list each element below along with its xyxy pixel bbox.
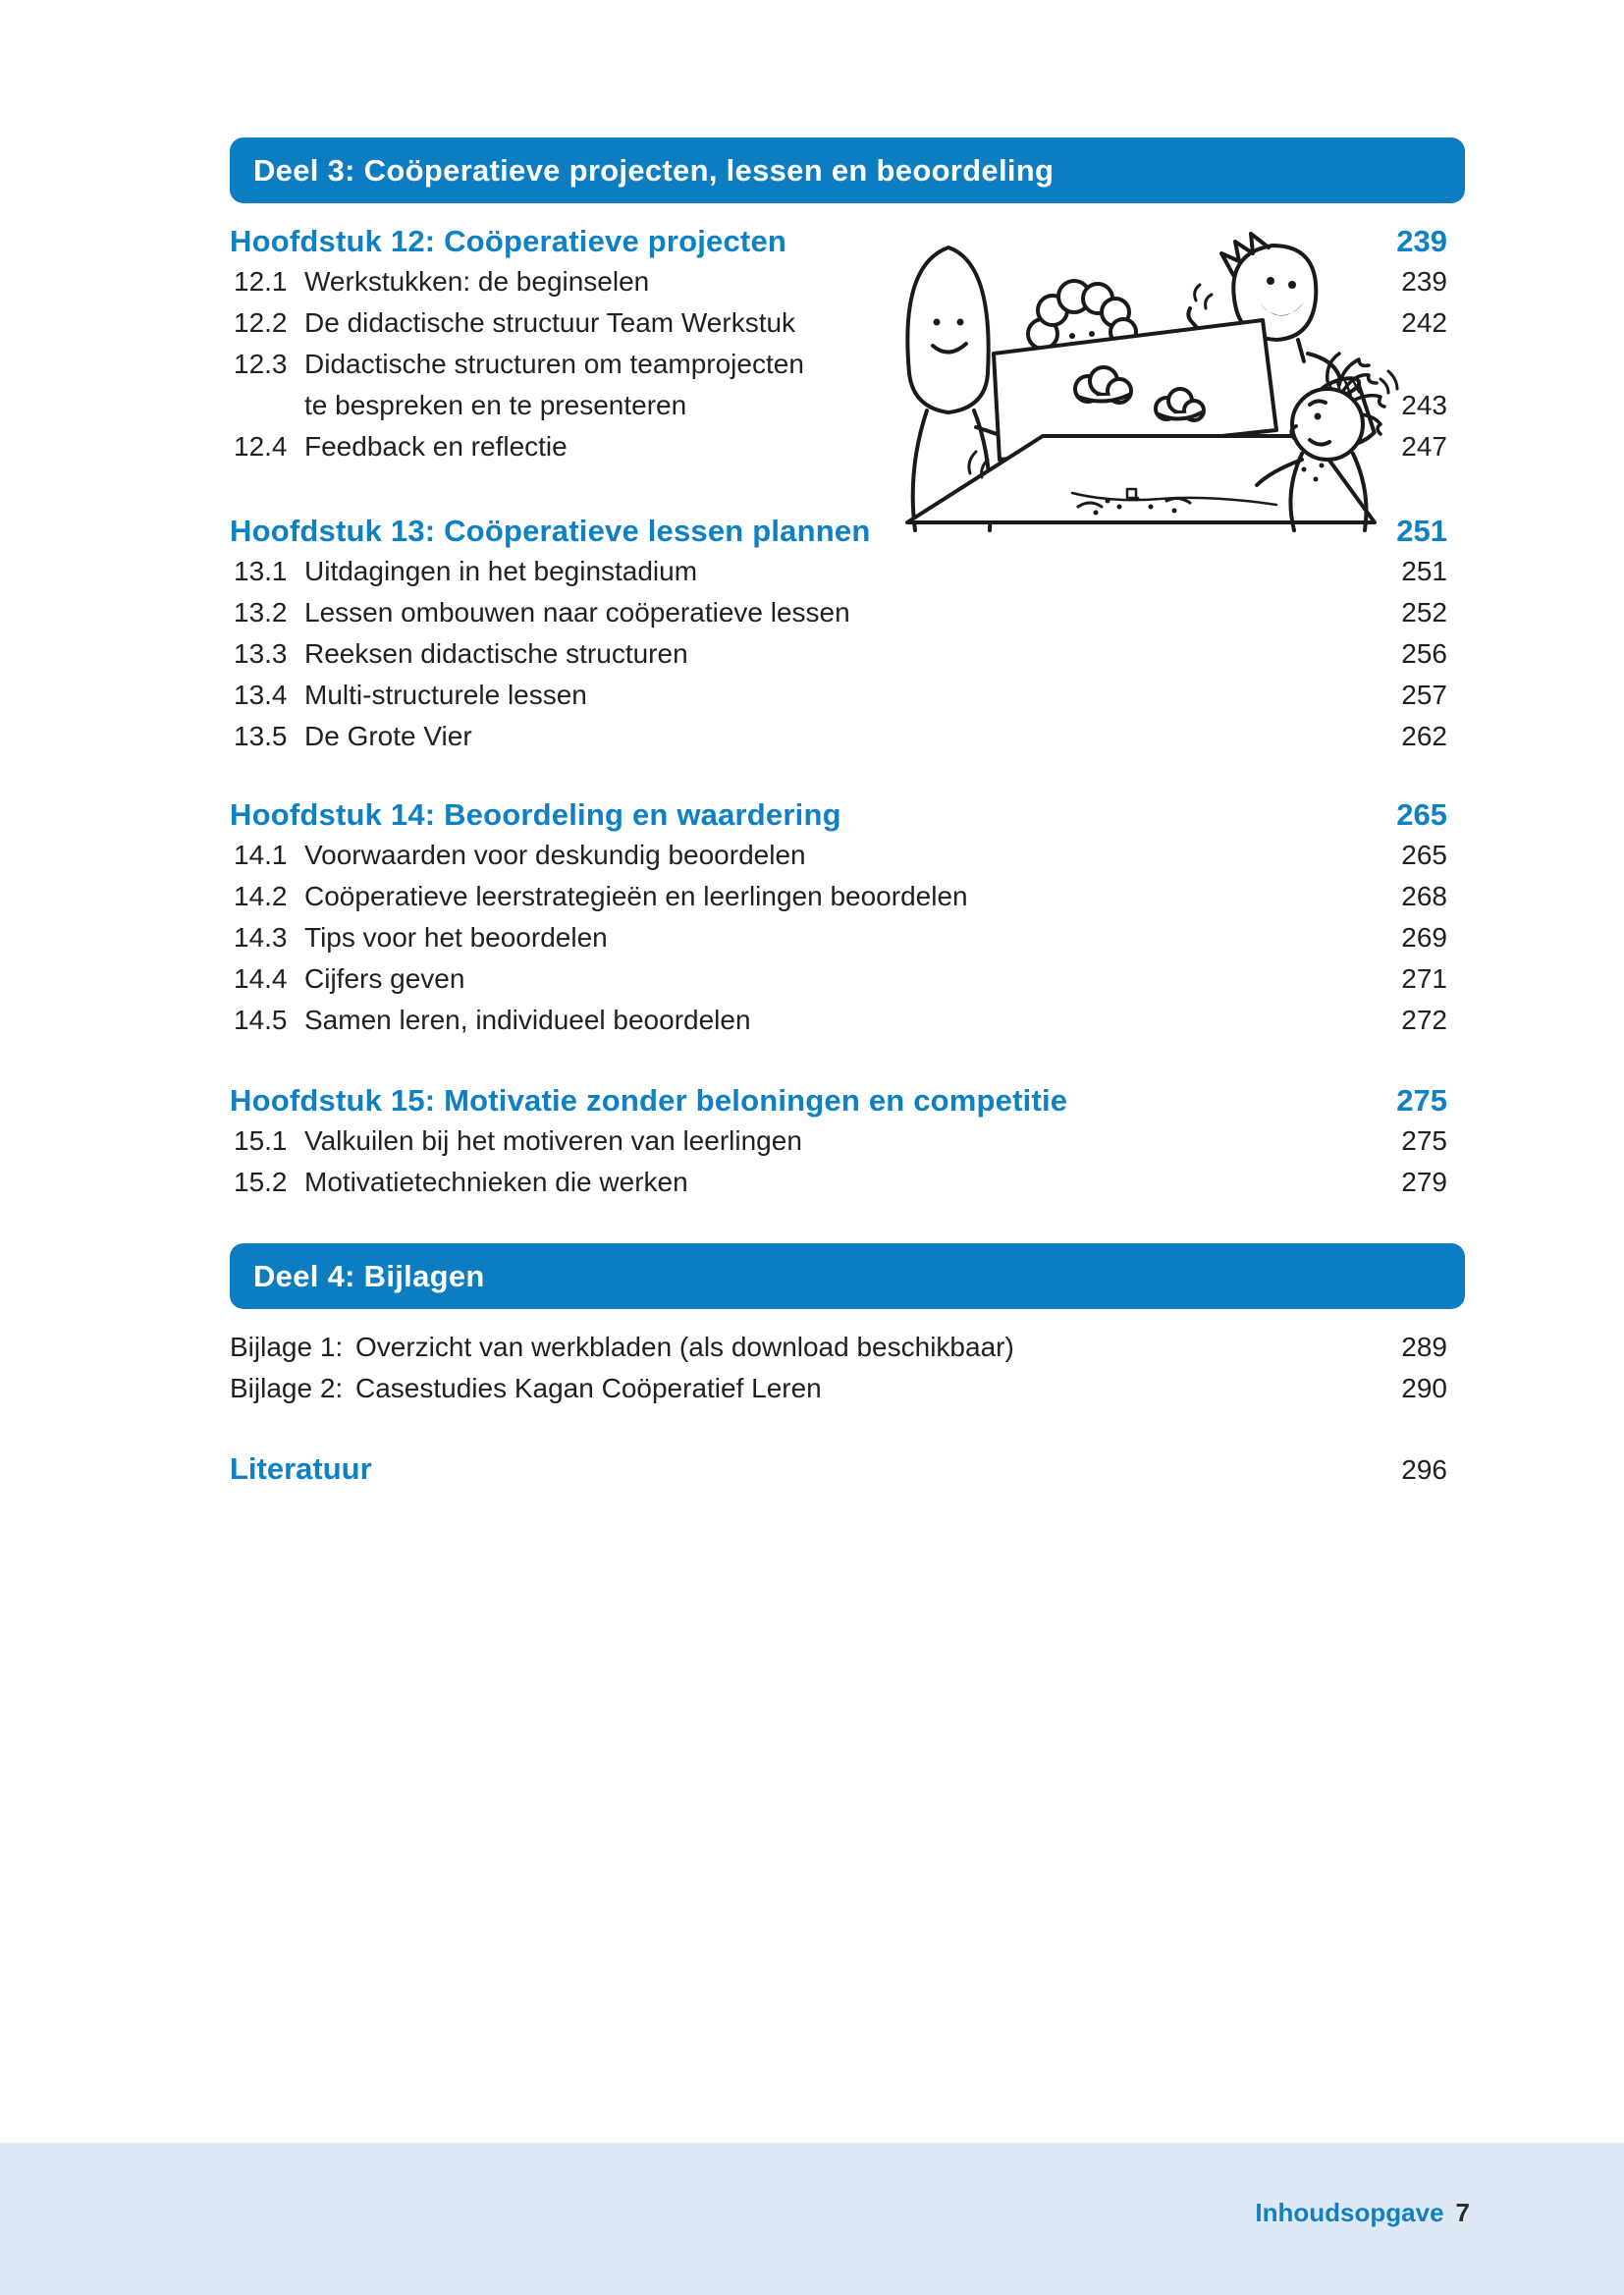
toc-item-title: te bespreken en te presenteren	[304, 390, 687, 420]
toc-item-title: Reeksen didactische structuren	[304, 638, 688, 669]
chapter-page-number: 251	[1396, 514, 1447, 548]
appendix-label: Bijlage 1:	[230, 1332, 344, 1362]
toc-item-title: Werkstukken: de beginselen	[304, 266, 650, 297]
appendix-row	[230, 1368, 1447, 1409]
appendix-label: Bijlage 2:	[230, 1373, 344, 1403]
toc-item-number: 13.2	[234, 597, 288, 628]
chapter-15-section	[230, 1081, 1447, 1203]
toc-item-title: Lessen ombouwen naar coöperatieve lessen	[304, 597, 850, 628]
toc-item-page: 251	[1401, 556, 1447, 586]
toc-item-page: 275	[1401, 1125, 1447, 1156]
toc-item-title: Feedback en reflectie	[304, 431, 568, 462]
toc-item-number: 13.3	[234, 638, 288, 669]
toc-item-number: 14.2	[234, 881, 288, 911]
toc-row	[230, 344, 1447, 385]
toc-item-number: 12.2	[234, 307, 288, 338]
chapter-14-heading	[230, 795, 1447, 835]
appendix-page: 289	[1401, 1332, 1447, 1362]
toc-row	[230, 633, 1447, 675]
toc-row	[230, 1000, 1447, 1041]
part4-banner	[230, 1243, 1465, 1309]
toc-row-continuation	[230, 385, 1447, 426]
toc-item-page: 271	[1401, 963, 1447, 994]
toc-item-page: 243	[1401, 390, 1447, 420]
chapter-title: Hoofdstuk 12: Coöperatieve projecten	[230, 224, 787, 258]
toc-item-number: 14.5	[234, 1005, 288, 1035]
part3-banner-title: Deel 3: Coöperatieve projecten, lessen en beoordeling	[253, 152, 1055, 188]
toc-item-page: 242	[1401, 307, 1447, 338]
literatuur-title: Literatuur	[230, 1451, 372, 1486]
toc-item-title: De Grote Vier	[304, 721, 472, 751]
toc-item-title: Tips voor het beoordelen	[304, 922, 608, 953]
toc-item-title: Cijfers geven	[304, 963, 465, 994]
toc-item-number: 12.4	[234, 431, 288, 462]
toc-item-number: 15.1	[234, 1125, 288, 1156]
toc-item-number: 14.3	[234, 922, 288, 953]
toc-item-page: 272	[1401, 1005, 1447, 1035]
toc-row	[230, 917, 1447, 958]
toc-item-page: 247	[1401, 431, 1447, 462]
toc-row	[230, 592, 1447, 633]
toc-item-title: Didactische structuren om teamprojecten	[304, 349, 804, 379]
toc-row	[230, 716, 1447, 757]
toc-item-number: 13.5	[234, 721, 288, 751]
chapter-page-number: 275	[1396, 1083, 1447, 1118]
toc-row	[230, 958, 1447, 1000]
part4-banner-title: Deel 4: Bijlagen	[253, 1258, 485, 1293]
appendix-title: Casestudies Kagan Coöperatief Leren	[355, 1373, 822, 1403]
chapter-title: Hoofdstuk 15: Motivatie zonder beloningen en competitie	[230, 1083, 1068, 1118]
appendix-section	[230, 1327, 1447, 1409]
toc-row	[230, 551, 1447, 592]
part3-banner	[230, 137, 1465, 203]
toc-item-page: 262	[1401, 721, 1447, 751]
toc-item-title: Samen leren, individueel beoordelen	[304, 1005, 751, 1035]
toc-item-title: De didactische structuur Team Werkstuk	[304, 307, 796, 338]
toc-row	[230, 302, 1447, 344]
chapter-13-section	[230, 512, 1447, 757]
literatuur-section	[230, 1449, 1447, 1489]
toc-item-number: 14.4	[234, 963, 288, 994]
toc-item-page: 269	[1401, 922, 1447, 953]
toc-row	[230, 1120, 1447, 1162]
toc-item-number: 12.1	[234, 266, 288, 297]
chapter-12-heading	[230, 222, 1447, 261]
toc-row	[230, 876, 1447, 917]
chapter-title: Hoofdstuk 14: Beoordeling en waardering	[230, 797, 841, 832]
literatuur-row	[230, 1449, 1447, 1489]
toc-item-title: Uitdagingen in het beginstadium	[304, 556, 698, 586]
chapter-13-heading	[230, 512, 1447, 551]
toc-item-number: 12.3	[234, 349, 288, 379]
toc-item-title: Valkuilen bij het motiveren van leerlingen	[304, 1125, 802, 1156]
toc-item-page: 279	[1401, 1167, 1447, 1197]
toc-row	[230, 675, 1447, 716]
chapter-title: Hoofdstuk 13: Coöperatieve lessen plannen	[230, 514, 871, 548]
appendix-row	[230, 1327, 1447, 1368]
footer-section-label: Inhoudsopgave	[1255, 2198, 1444, 2227]
footer	[0, 2143, 1624, 2295]
toc-row	[230, 1162, 1447, 1203]
toc-item-title: Voorwaarden voor deskundig beoordelen	[304, 840, 806, 870]
toc-item-page: 256	[1401, 638, 1447, 669]
chapter-page-number: 265	[1396, 797, 1447, 832]
toc-item-number	[230, 385, 304, 426]
toc-item-page: 268	[1401, 881, 1447, 911]
toc-item-title: Coöperatieve leerstrategieën en leerlingen beoordelen	[304, 881, 968, 911]
chapter-page-number: 239	[1396, 224, 1447, 258]
toc-item-number: 15.2	[234, 1167, 288, 1197]
literatuur-page: 296	[1401, 1454, 1447, 1485]
toc-item-title: Multi-structurele lessen	[304, 680, 587, 710]
toc-row	[230, 426, 1447, 467]
appendix-page: 290	[1401, 1373, 1447, 1403]
toc-item-number: 13.1	[234, 556, 288, 586]
chapter-15-heading	[230, 1081, 1447, 1120]
toc-item-number: 13.4	[234, 680, 288, 710]
toc-row	[230, 261, 1447, 302]
toc-row	[230, 835, 1447, 876]
chapter-12-section	[230, 222, 1447, 467]
chapter-14-section	[230, 795, 1447, 1041]
toc-item-title: Motivatietechnieken die werken	[304, 1167, 688, 1197]
toc-item-page: 257	[1401, 680, 1447, 710]
appendix-title: Overzicht van werkbladen (als download beschikbaar)	[355, 1332, 1014, 1362]
footer-page-number: 7	[1455, 2198, 1470, 2227]
toc-item-page: 239	[1401, 266, 1447, 297]
toc-item-page: 265	[1401, 840, 1447, 870]
toc-item-number: 14.1	[234, 840, 288, 870]
toc-item-page: 252	[1401, 597, 1447, 628]
